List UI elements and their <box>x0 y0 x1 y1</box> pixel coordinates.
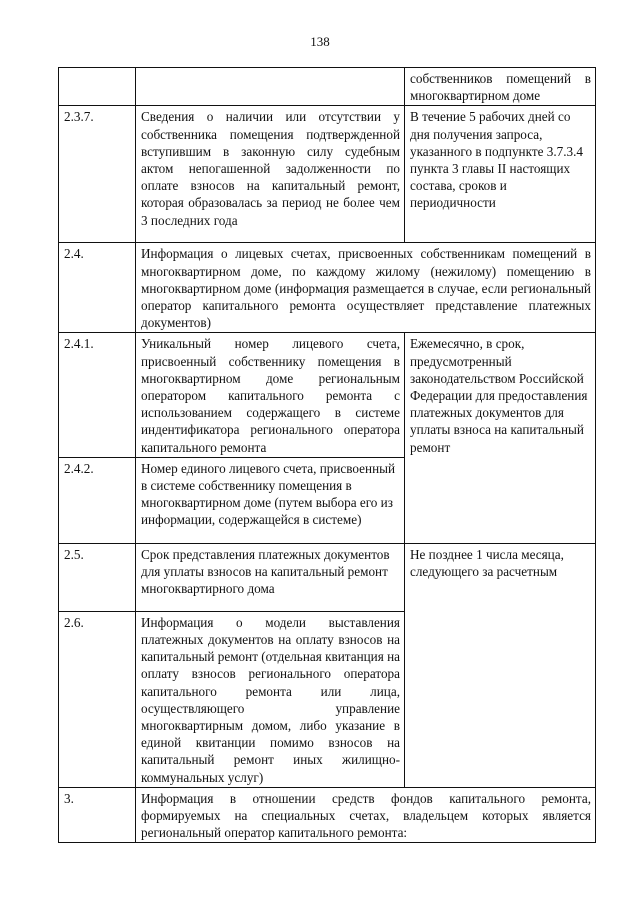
table-row <box>59 787 596 843</box>
row-content: Уникальный номер лицевого счета, присвоенный собственнику помещения в многоквартирном доме региональным оператором капитального ремонта с использованием содержащего в системе индентификатора регионального оператора капитального ремонта <box>136 333 405 457</box>
row-number: 2.4.2. <box>59 457 136 543</box>
row-number: 2.4. <box>59 243 136 333</box>
row-number: 2.6. <box>59 611 136 787</box>
row-term: В течение 5 рабочих дней со дня получения запроса, указанного в подпункте 3.7.3.4 пункта 3 главы II настоящих состава, сроков и периодичности <box>405 106 596 243</box>
row-content <box>136 68 405 106</box>
row-number: 2.5. <box>59 543 136 611</box>
row-term: собственников помещений в многоквартирном доме <box>405 68 596 106</box>
row-number: 3. <box>59 787 136 843</box>
row-content: Информация о лицевых счетах, присвоенных собственникам помещений в многоквартирном доме, по каждому жилому (нежилому) помещению в многоквартирном доме (информация размещается в случае, если региональный оператор капитального ремонта осуществляет представление платежных документов) <box>136 243 596 333</box>
row-content: Номер единого лицевого счета, присвоенный в системе собственнику помещения в многоквартирном доме (путем выбора его из информации, содержащейся в системе) <box>136 457 405 543</box>
table-row <box>59 333 596 457</box>
row-term: Ежемесячно, в срок, предусмотренный законодательством Российской Федерации для предоставления платежных документов для уплаты взноса на капитальный ремонт <box>405 333 596 543</box>
document-table <box>58 67 596 843</box>
table-row <box>59 68 596 106</box>
table-row <box>59 106 596 243</box>
table-row <box>59 543 596 611</box>
row-content: Информация в отношении средств фондов капитального ремонта, формируемых на специальных счетах, владельцем которых является региональный оператор капитального ремонта: <box>136 787 596 843</box>
table-row <box>59 243 596 333</box>
row-number <box>59 68 136 106</box>
row-term: Не позднее 1 числа месяца, следующего за расчетным <box>405 543 596 787</box>
row-number: 2.3.7. <box>59 106 136 243</box>
page-number: 138 <box>310 34 330 49</box>
row-content: Сведения о наличии или отсутствии у собственника помещения подтвержденной вступившим в законную силу судебным актом непогашенной задолженности по оплате взносов на капитальный ремонт, которая образовалась за период не более чем 3 последних года <box>136 106 405 243</box>
row-content: Срок представления платежных документов для уплаты взносов на капитальный ремонт многоквартирного дома <box>136 543 405 611</box>
row-content: Информация о модели выставления платежных документов на оплату взносов на капитальный ремонт (отдельная квитанция на оплату взносов регионального оператора капитального ремонта или лица, осуществляющего управление многоквартирным домом, либо указание в единой квитанции помимо взносов на капитальный ремонт иных жилищно-коммунальных услуг) <box>136 611 405 787</box>
row-number: 2.4.1. <box>59 333 136 457</box>
